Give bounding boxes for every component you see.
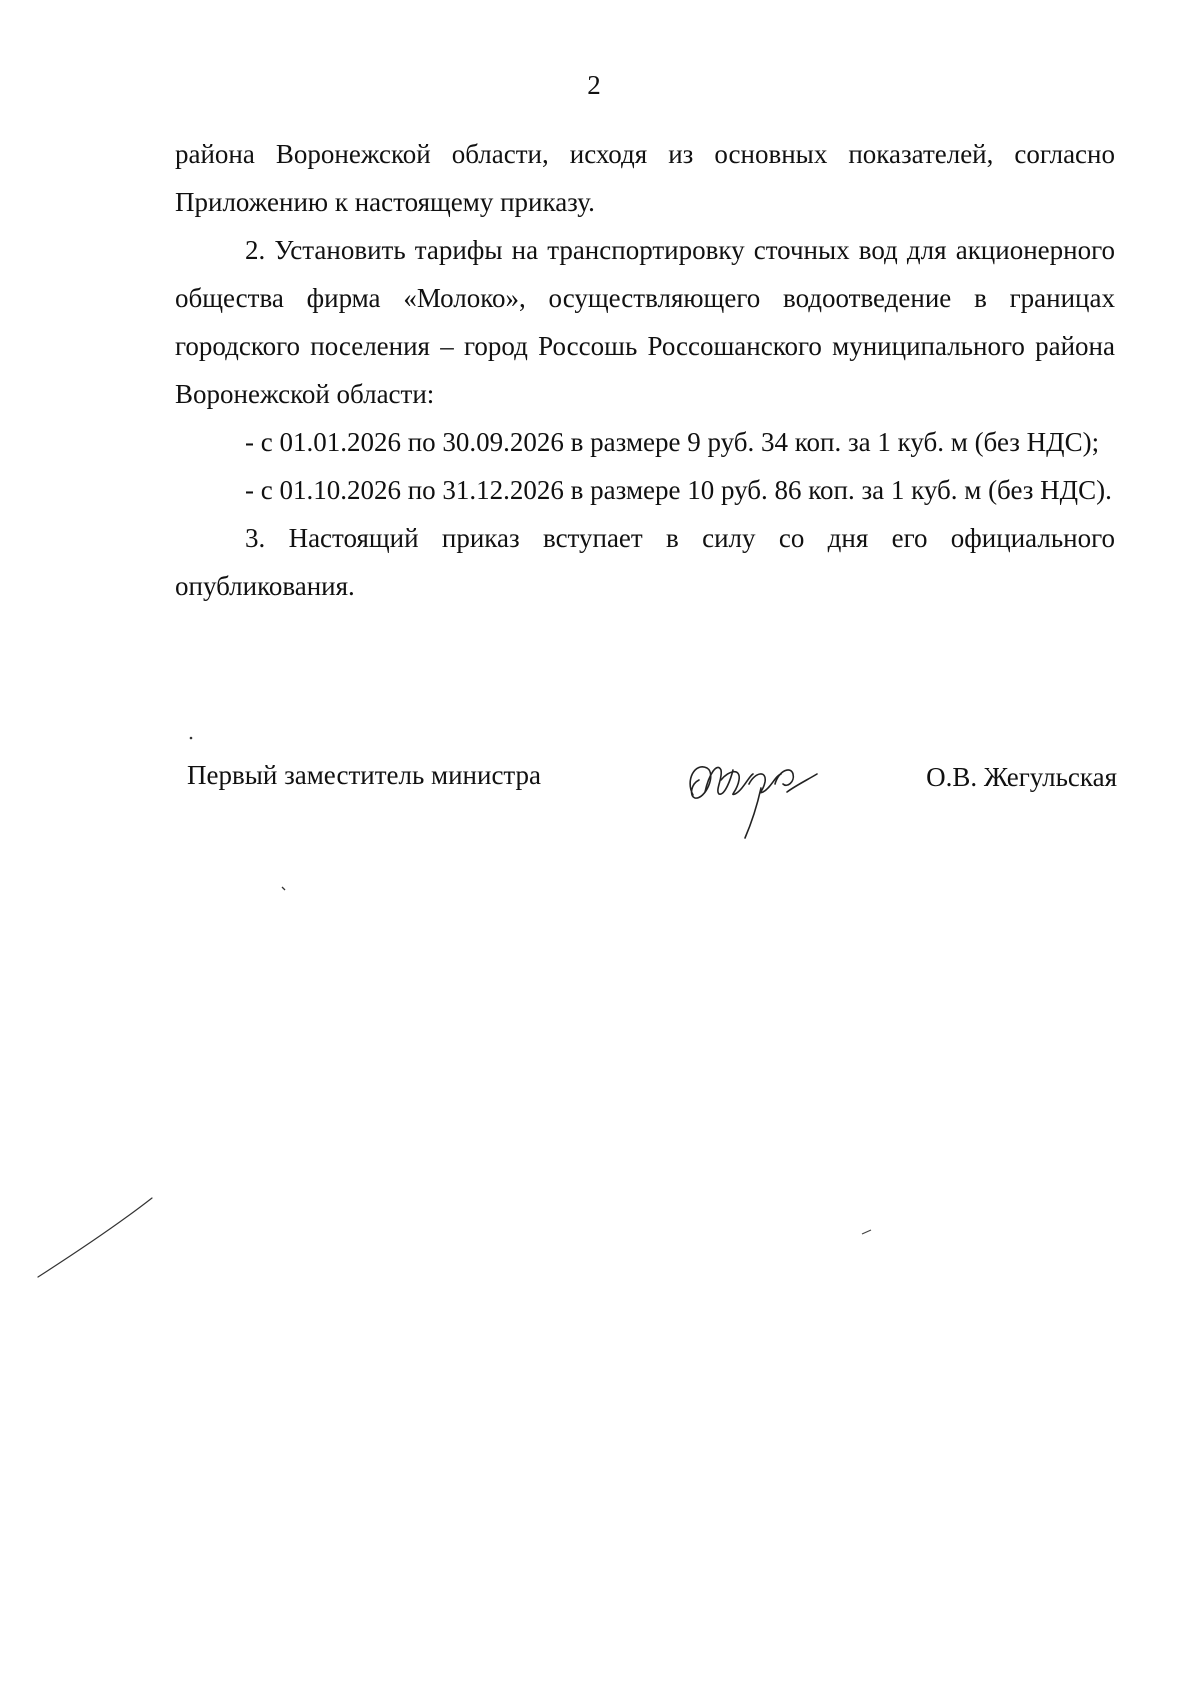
signatory-name: О.В. Жегульская — [926, 762, 1117, 792]
tariff-line-2: - с 01.10.2026 по 31.12.2026 в размере 10 руб. 86 коп. за 1 куб. м (без НДС). — [245, 475, 1112, 505]
dash-mark-icon — [860, 1228, 874, 1236]
signatory-title: Первый заместитель министра — [187, 760, 542, 790]
dot-mark-icon — [188, 735, 194, 741]
paragraph-item-2: 2. Установить тарифы на транспортировку сточных вод для акционерного общества фирма «Молоко», осуществляющего водоотведение в границах городского поселения – город Россошь Россошанского муниципального района Воронежской области: — [175, 235, 1115, 409]
handwritten-signature-icon — [675, 740, 835, 850]
document-body — [175, 130, 1115, 610]
paragraph-item-3: 3. Настоящий приказ вступает в силу со дня его официального опубликования. — [175, 523, 1115, 601]
tariff-line-1: - с 01.01.2026 по 30.09.2026 в размере 9 руб. 34 коп. за 1 куб. м (без НДС); — [245, 427, 1100, 457]
paragraph-continuation: района Воронежской области, исходя из основных показателей, согласно Приложению к настоящему приказу. — [175, 139, 1115, 217]
pen-stroke-icon — [30, 1195, 155, 1280]
signature-block — [187, 760, 1117, 800]
tick-mark-icon — [280, 885, 288, 893]
page-number: 2 — [587, 70, 601, 100]
